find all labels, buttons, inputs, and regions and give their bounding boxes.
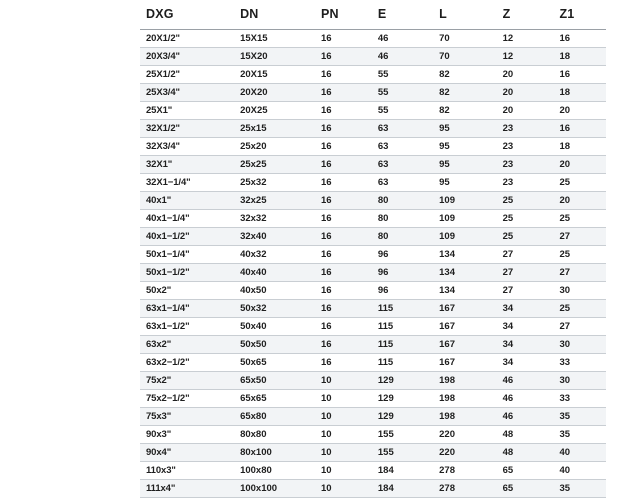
table-cell: 32X3/4" <box>140 138 234 156</box>
table-cell: 25X1/2" <box>140 66 234 84</box>
table-cell: 167 <box>433 318 496 336</box>
column-header-z: Z <box>497 4 554 30</box>
table-cell: 95 <box>433 138 496 156</box>
table-cell: 65x50 <box>234 372 315 390</box>
table-cell: 65 <box>497 480 554 498</box>
table-row <box>140 174 606 192</box>
table-cell: 10 <box>315 480 372 498</box>
table-cell: 40x1−1/2" <box>140 228 234 246</box>
table-cell: 35 <box>553 480 606 498</box>
table-cell: 96 <box>372 246 433 264</box>
table-cell: 95 <box>433 156 496 174</box>
table-row <box>140 264 606 282</box>
table-cell: 46 <box>497 390 554 408</box>
table-cell: 16 <box>315 318 372 336</box>
table-cell: 25X3/4" <box>140 84 234 102</box>
table-cell: 23 <box>497 174 554 192</box>
table-cell: 63x1−1/2" <box>140 318 234 336</box>
table-cell: 20X15 <box>234 66 315 84</box>
table-cell: 40 <box>553 462 606 480</box>
table-cell: 96 <box>372 264 433 282</box>
table-cell: 109 <box>433 210 496 228</box>
table-row <box>140 48 606 66</box>
table-cell: 50x1−1/2" <box>140 264 234 282</box>
table-cell: 278 <box>433 462 496 480</box>
table-cell: 16 <box>315 156 372 174</box>
table-cell: 48 <box>497 444 554 462</box>
table-cell: 80x100 <box>234 444 315 462</box>
table-cell: 27 <box>553 318 606 336</box>
table-cell: 20 <box>553 156 606 174</box>
table-cell: 167 <box>433 354 496 372</box>
table-cell: 100x80 <box>234 462 315 480</box>
table-cell: 20 <box>497 102 554 120</box>
table-header <box>140 4 606 30</box>
table-cell: 75x2−1/2" <box>140 390 234 408</box>
table-cell: 198 <box>433 408 496 426</box>
table-row <box>140 318 606 336</box>
column-header-dxg: DXG <box>140 4 234 30</box>
table-cell: 18 <box>553 138 606 156</box>
table-cell: 46 <box>497 408 554 426</box>
table-cell: 25 <box>497 210 554 228</box>
table-cell: 155 <box>372 444 433 462</box>
table-cell: 25x32 <box>234 174 315 192</box>
table-cell: 20 <box>497 66 554 84</box>
table-row <box>140 300 606 318</box>
table-cell: 50x65 <box>234 354 315 372</box>
table-cell: 50x1−1/4" <box>140 246 234 264</box>
table-cell: 16 <box>315 210 372 228</box>
table-cell: 25 <box>497 192 554 210</box>
table-cell: 82 <box>433 84 496 102</box>
table-cell: 32X1−1/4" <box>140 174 234 192</box>
table-cell: 65x65 <box>234 390 315 408</box>
table-row <box>140 282 606 300</box>
table-row <box>140 372 606 390</box>
table-cell: 198 <box>433 390 496 408</box>
table-cell: 23 <box>497 138 554 156</box>
table-cell: 50x50 <box>234 336 315 354</box>
table-cell: 167 <box>433 336 496 354</box>
table-cell: 75x3" <box>140 408 234 426</box>
table-cell: 10 <box>315 444 372 462</box>
table-cell: 16 <box>315 174 372 192</box>
table-cell: 16 <box>315 30 372 48</box>
table-cell: 25 <box>553 300 606 318</box>
column-header-dn: DN <box>234 4 315 30</box>
table-cell: 35 <box>553 408 606 426</box>
table-cell: 32x40 <box>234 228 315 246</box>
table-cell: 63 <box>372 138 433 156</box>
table-cell: 111x4" <box>140 480 234 498</box>
table-cell: 80 <box>372 210 433 228</box>
table-cell: 96 <box>372 282 433 300</box>
table-cell: 129 <box>372 408 433 426</box>
table-cell: 25x15 <box>234 120 315 138</box>
table-cell: 32x32 <box>234 210 315 228</box>
table-cell: 33 <box>553 354 606 372</box>
table-cell: 23 <box>497 156 554 174</box>
table-cell: 55 <box>372 66 433 84</box>
table-cell: 63 <box>372 120 433 138</box>
table-cell: 40x50 <box>234 282 315 300</box>
table-cell: 80 <box>372 192 433 210</box>
table-cell: 134 <box>433 264 496 282</box>
table-cell: 16 <box>315 264 372 282</box>
table-cell: 46 <box>497 372 554 390</box>
table-cell: 25 <box>497 228 554 246</box>
table-cell: 16 <box>315 120 372 138</box>
table-cell: 27 <box>497 246 554 264</box>
table-cell: 25X1" <box>140 102 234 120</box>
table-cell: 134 <box>433 282 496 300</box>
table-cell: 25x20 <box>234 138 315 156</box>
table-cell: 50x2" <box>140 282 234 300</box>
table-cell: 100x100 <box>234 480 315 498</box>
table-cell: 18 <box>553 48 606 66</box>
table-cell: 63 <box>372 156 433 174</box>
table-cell: 20 <box>553 102 606 120</box>
table-body <box>140 30 606 498</box>
table-cell: 16 <box>315 336 372 354</box>
table-cell: 15X20 <box>234 48 315 66</box>
table-cell: 55 <box>372 84 433 102</box>
table-cell: 16 <box>315 138 372 156</box>
table-cell: 16 <box>553 120 606 138</box>
table-cell: 184 <box>372 462 433 480</box>
table-row <box>140 120 606 138</box>
table-cell: 25x25 <box>234 156 315 174</box>
table-cell: 220 <box>433 426 496 444</box>
table-cell: 20 <box>553 192 606 210</box>
table-cell: 115 <box>372 336 433 354</box>
spec-table-container <box>140 4 640 498</box>
table-cell: 35 <box>553 426 606 444</box>
table-cell: 70 <box>433 48 496 66</box>
table-cell: 40x32 <box>234 246 315 264</box>
table-row <box>140 354 606 372</box>
table-cell: 10 <box>315 408 372 426</box>
table-cell: 16 <box>315 192 372 210</box>
table-cell: 18 <box>553 84 606 102</box>
table-cell: 16 <box>553 30 606 48</box>
column-header-l: L <box>433 4 496 30</box>
table-cell: 115 <box>372 318 433 336</box>
column-header-pn: PN <box>315 4 372 30</box>
table-cell: 80 <box>372 228 433 246</box>
table-cell: 70 <box>433 30 496 48</box>
table-cell: 33 <box>553 390 606 408</box>
column-header-e: E <box>372 4 433 30</box>
header-row <box>140 4 606 30</box>
table-cell: 10 <box>315 372 372 390</box>
table-row <box>140 426 606 444</box>
table-cell: 12 <box>497 30 554 48</box>
table-cell: 90x3" <box>140 426 234 444</box>
table-row <box>140 444 606 462</box>
table-cell: 278 <box>433 480 496 498</box>
table-cell: 90x4" <box>140 444 234 462</box>
table-cell: 12 <box>497 48 554 66</box>
table-cell: 50x40 <box>234 318 315 336</box>
table-cell: 34 <box>497 300 554 318</box>
table-cell: 48 <box>497 426 554 444</box>
table-cell: 27 <box>497 264 554 282</box>
table-cell: 115 <box>372 300 433 318</box>
table-cell: 65 <box>497 462 554 480</box>
table-row <box>140 336 606 354</box>
table-cell: 16 <box>315 102 372 120</box>
specification-table <box>140 4 606 498</box>
table-row <box>140 156 606 174</box>
table-cell: 40 <box>553 444 606 462</box>
table-cell: 109 <box>433 192 496 210</box>
table-cell: 15X15 <box>234 30 315 48</box>
table-cell: 16 <box>315 66 372 84</box>
table-cell: 32x25 <box>234 192 315 210</box>
table-cell: 109 <box>433 228 496 246</box>
table-cell: 65x80 <box>234 408 315 426</box>
table-cell: 27 <box>553 228 606 246</box>
table-cell: 27 <box>497 282 554 300</box>
table-cell: 16 <box>315 246 372 264</box>
table-cell: 32X1" <box>140 156 234 174</box>
table-row <box>140 66 606 84</box>
table-cell: 80x80 <box>234 426 315 444</box>
table-cell: 16 <box>553 66 606 84</box>
table-cell: 16 <box>315 48 372 66</box>
table-cell: 25 <box>553 210 606 228</box>
table-cell: 110x3" <box>140 462 234 480</box>
table-cell: 46 <box>372 30 433 48</box>
table-row <box>140 138 606 156</box>
table-cell: 20X3/4" <box>140 48 234 66</box>
table-cell: 27 <box>553 264 606 282</box>
table-cell: 23 <box>497 120 554 138</box>
table-cell: 40x40 <box>234 264 315 282</box>
table-cell: 129 <box>372 390 433 408</box>
table-cell: 25 <box>553 174 606 192</box>
table-row <box>140 390 606 408</box>
table-row <box>140 480 606 498</box>
table-cell: 75x2" <box>140 372 234 390</box>
table-row <box>140 192 606 210</box>
table-cell: 82 <box>433 102 496 120</box>
table-cell: 40x1−1/4" <box>140 210 234 228</box>
table-row <box>140 246 606 264</box>
table-cell: 40x1" <box>140 192 234 210</box>
table-cell: 10 <box>315 462 372 480</box>
table-cell: 63x2−1/2" <box>140 354 234 372</box>
table-cell: 34 <box>497 336 554 354</box>
table-cell: 63x1−1/4" <box>140 300 234 318</box>
table-cell: 20 <box>497 84 554 102</box>
table-cell: 30 <box>553 372 606 390</box>
table-cell: 16 <box>315 84 372 102</box>
table-cell: 34 <box>497 318 554 336</box>
table-cell: 20X1/2" <box>140 30 234 48</box>
table-cell: 16 <box>315 282 372 300</box>
table-cell: 20X25 <box>234 102 315 120</box>
table-cell: 167 <box>433 300 496 318</box>
table-row <box>140 408 606 426</box>
table-cell: 30 <box>553 336 606 354</box>
table-cell: 220 <box>433 444 496 462</box>
table-row <box>140 228 606 246</box>
table-cell: 30 <box>553 282 606 300</box>
table-row <box>140 30 606 48</box>
table-cell: 16 <box>315 354 372 372</box>
table-cell: 55 <box>372 102 433 120</box>
column-header-z1: Z1 <box>553 4 606 30</box>
table-row <box>140 462 606 480</box>
table-row <box>140 84 606 102</box>
table-cell: 10 <box>315 390 372 408</box>
table-cell: 63x2" <box>140 336 234 354</box>
table-cell: 155 <box>372 426 433 444</box>
table-cell: 95 <box>433 174 496 192</box>
table-cell: 134 <box>433 246 496 264</box>
table-cell: 184 <box>372 480 433 498</box>
table-cell: 32X1/2" <box>140 120 234 138</box>
table-cell: 129 <box>372 372 433 390</box>
table-cell: 115 <box>372 354 433 372</box>
table-cell: 63 <box>372 174 433 192</box>
table-row <box>140 102 606 120</box>
table-cell: 82 <box>433 66 496 84</box>
table-cell: 46 <box>372 48 433 66</box>
table-cell: 16 <box>315 228 372 246</box>
table-cell: 198 <box>433 372 496 390</box>
table-cell: 10 <box>315 426 372 444</box>
table-cell: 20X20 <box>234 84 315 102</box>
table-cell: 25 <box>553 246 606 264</box>
table-row <box>140 210 606 228</box>
table-cell: 34 <box>497 354 554 372</box>
table-cell: 16 <box>315 300 372 318</box>
table-cell: 50x32 <box>234 300 315 318</box>
table-cell: 95 <box>433 120 496 138</box>
